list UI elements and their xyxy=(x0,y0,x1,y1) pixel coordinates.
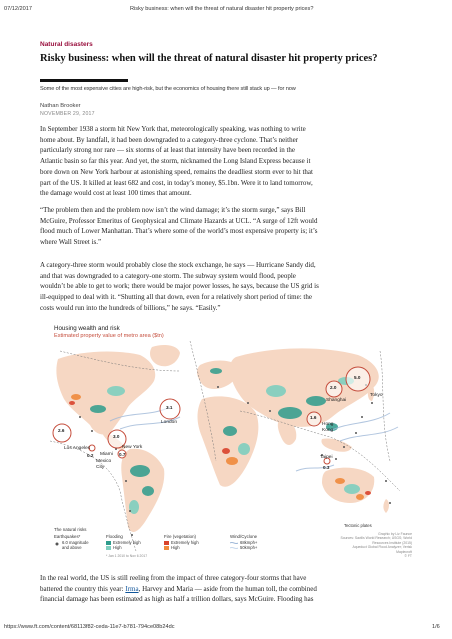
paragraph-line: Atlantic basin so far this year. And yet, the storm, nicknamed the Long Island Express because it xyxy=(40,157,311,166)
miami-label: Miami xyxy=(100,452,113,457)
legend-fire-item: High xyxy=(171,545,180,550)
print-url: https://www.ft.com/content/68113f82-ceda-11e7-b781-794ce08b24dc xyxy=(4,624,175,630)
miami-value: 0.7 xyxy=(119,452,126,457)
credit-line: Aqueduct Global Flood Analyzer; Verisk Maplecroft xyxy=(352,545,412,554)
paragraph-line xyxy=(40,584,317,595)
paragraph-line: particularly strong nor rare — six storms of at least that intensity have been recorded in the xyxy=(40,146,296,155)
fire-extreme-swatch xyxy=(164,541,169,545)
la-value: 2.6 xyxy=(58,428,65,433)
london-value: 3.1 xyxy=(166,405,173,410)
map-title: Housing wealth and risk xyxy=(54,325,120,332)
legend-earthquakes-item: and above xyxy=(62,545,82,550)
paragraph-line: In September 1938 a storm hit New York that, meteorologically speaking, was nothing to write xyxy=(40,125,306,133)
paragraph-line: part of the US. It killed at least 682 and cost, in today’s money, $5.1bn. Were it to land tomorrow, xyxy=(40,178,313,187)
legend-flooding-title: Flooding xyxy=(106,534,123,539)
paragraph-1 xyxy=(40,124,313,199)
paragraph-line: A category-three storm would probably close the stock exchange, he says — Hurricane Sandy did, xyxy=(40,261,316,269)
new-york-label: New York xyxy=(122,445,143,450)
paragraph-line: “The problem then and the problem now isn’t the wind damage; it’s the storm surge,” says Bill xyxy=(40,206,306,214)
mexico-city-value: 0.2 xyxy=(87,453,94,458)
print-date: 07/12/2017 xyxy=(4,6,32,12)
paragraph-line: financial damage has been estimated as high as half a trillion dollars, says McGuire. Flooding has xyxy=(40,595,314,604)
print-page-number: 1/6 xyxy=(432,624,440,630)
flood-high-swatch xyxy=(106,546,111,550)
tectonic-label: Tectonic plates xyxy=(344,523,372,528)
legend-wind-title: Wind/Cyclone xyxy=(230,534,258,539)
wind-legend-icon xyxy=(230,541,238,551)
credit-line: Graphic by Liz Faunce xyxy=(378,532,412,536)
earthquake-legend-icon xyxy=(54,541,60,547)
new-york-value: 3.0 xyxy=(113,434,120,439)
legend-fire-title: Fire (vegetation) xyxy=(164,534,196,539)
tokyo-label: Tokyo xyxy=(370,393,383,398)
print-title: Risky business: when will the threat of natural disaster hit property prices? xyxy=(130,6,314,12)
taipei-label: Taipei xyxy=(320,455,333,460)
paragraph-line: wouldn’t be able to get to work; there would be major power losses, he says, because the US grid is xyxy=(40,282,319,291)
paragraph-line: McGuire, Professor Emeritus of Geophysical and Climate Hazards at UCL. “A surge of 12ft would xyxy=(40,216,318,225)
risk-map-figure xyxy=(40,321,415,566)
map-credits xyxy=(340,532,412,558)
legend-flooding-item: High xyxy=(113,545,122,550)
shanghai-value: 2.0 xyxy=(330,385,337,390)
flood-extreme-swatch xyxy=(106,541,111,545)
paragraph-text: , Harvey and Maria — aside from the human toll, the combined xyxy=(138,584,317,593)
world-map xyxy=(40,321,415,566)
legend-wind-item: 50kmph+ xyxy=(240,545,258,550)
legend-fire-item: Extremely high xyxy=(171,540,199,545)
publish-date: NOVEMBER 29, 2017 xyxy=(40,111,95,117)
map-subtitle: Estimated property value of metro area ($tn) xyxy=(54,333,164,339)
section-link[interactable]: Natural disasters xyxy=(40,41,93,48)
hong-kong-label: Hong Kong xyxy=(322,422,334,433)
author-link[interactable]: Nathan Brooker xyxy=(40,103,81,109)
legend-heading: The natural risks xyxy=(54,527,87,532)
fire-high-swatch xyxy=(164,546,169,550)
paragraph-line: ill-equipped to deal with it. “Shutting all that down, even for a relatively short period of time: the xyxy=(40,293,312,302)
paragraph-2 xyxy=(40,205,317,248)
paragraph-4 xyxy=(40,573,317,605)
la-label: Los Angeles xyxy=(64,446,91,451)
credit-line: © FT xyxy=(404,554,412,559)
paragraph-line: costs would run into the hundreds of billions,” he says. “Easily.” xyxy=(40,303,221,312)
shanghai-label: Shanghai xyxy=(326,398,347,403)
paragraph-line: bore down on New York harbour at astonishing speed, remains the deadliest storm ever to hit that xyxy=(40,167,313,176)
tokyo-value: 5.0 xyxy=(354,375,361,380)
legend-flooding-item: Extremely high xyxy=(113,540,141,545)
legend-earthquakes-title: Earthquakes* xyxy=(54,534,81,539)
legend xyxy=(54,534,324,564)
taipei-value: 0.3 xyxy=(323,465,330,470)
hong-kong-value: 1.6 xyxy=(310,415,317,420)
irma-link[interactable]: Irma xyxy=(125,584,139,593)
headline: Risky business: when will the threat of natural disaster hit property prices? xyxy=(40,53,378,64)
credit-line: Sources: Savills World Research; USGS; World Resources Institute (2015) xyxy=(340,536,412,545)
paragraph-line: flood much of Lower Manhattan. That’s where some of the world’s most expensive property is; it’s xyxy=(40,227,318,236)
paragraph-line: the damage would cost at least 100 times that amount. xyxy=(40,189,192,198)
standfirst: Some of the most expensive cities are high-risk, but the economics of housing there still stack up — for now xyxy=(40,86,296,92)
legend-earthquakes-item: 6.0 magnitude xyxy=(62,540,89,545)
london-label: London xyxy=(161,420,178,425)
mexico-city-label: Mexico City xyxy=(96,459,112,470)
paragraph-3 xyxy=(40,260,319,314)
legend-wind-item: 68kmph+ xyxy=(240,540,258,545)
paragraph-line: where Wall Street is.” xyxy=(40,238,102,247)
paragraph-line: and that was downgraded to a category-one storm. The subway system would flood, people xyxy=(40,271,296,280)
la-circle xyxy=(53,424,71,442)
paragraph-line: home about. By landfall, it had been downgraded to a category-three cyclone. That’s neither xyxy=(40,135,299,144)
land-masses xyxy=(56,345,389,532)
headline-rule xyxy=(40,79,128,82)
paragraph-line: In the real world, the US is still reeling from the impact of three category-four storms that have xyxy=(40,574,307,582)
legend-footnote: * Jan 1 2010 to Nov 6 2017 xyxy=(106,554,148,558)
paragraph-text: battered the country this year: xyxy=(40,584,126,593)
